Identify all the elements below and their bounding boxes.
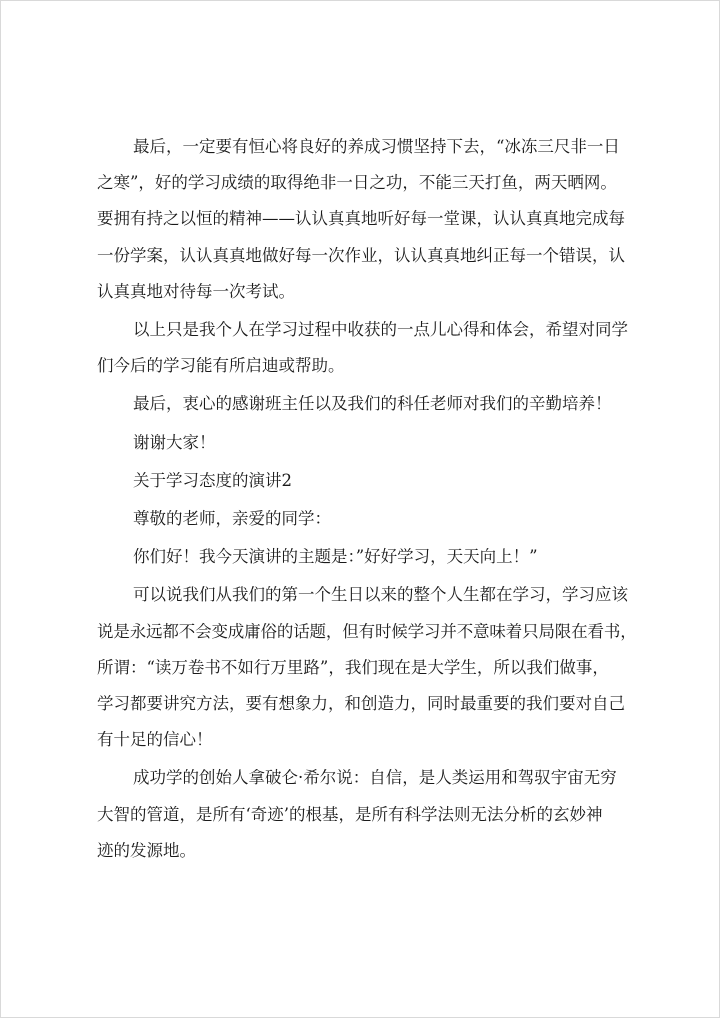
text-line: 之寒”，好的学习成绩的取得绝非一日之功，不能三天打鱼，两天晒网。: [97, 173, 617, 193]
text-line: 可以说我们从我们的第一个生日以来的整个人生都在学习，学习应该: [133, 585, 628, 605]
text-line: 一份学案，认认真真地做好每一次作业，认认真真地纠正每一个错误，认: [97, 245, 625, 265]
text-line: 最后，衷心的感谢班主任以及我们的科任老师对我们的辛勤培养！: [133, 394, 612, 414]
paragraph-perseverance: [97, 129, 637, 310]
paragraph-thank-you: [97, 425, 637, 461]
paragraph-learning: [97, 577, 637, 758]
text-line: 尊敬的老师，亲爱的同学：: [133, 509, 331, 529]
document-body: [97, 129, 637, 869]
paragraph-greeting: [97, 501, 637, 537]
text-line: 大智的管道，是所有‘奇迹’的根基，是所有科学法则无法分析的玄妙神: [97, 804, 603, 824]
text-line: 谢谢大家！: [133, 432, 216, 452]
paragraph-confidence: [97, 760, 637, 869]
text-line: 们今后的学习能有所启迪或帮助。: [97, 356, 345, 376]
text-line: 你们好！我今天演讲的主题是：”好好学习，天天向上！”: [133, 547, 538, 567]
text-line: 学习都要讲究方法，要有想象力，和创造力，同时最重要的我们要对自己: [97, 694, 625, 714]
text-line: 认真真地对待每一次考试。: [97, 281, 295, 301]
text-line: 最后，一定要有恒心将良好的养成习惯坚持下去，“冰冻三尺非一日: [133, 137, 620, 156]
text-line: 要拥有持之以恒的精神——认认真真地听好每一堂课，认认真真地完成每: [97, 209, 625, 229]
text-line: 有十足的信心！: [97, 730, 213, 750]
text-line: 迹的发源地。: [97, 840, 196, 860]
text-line: 说是永远都不会变成庸俗的话题，但有时候学习并不意味着只局限在看书，: [97, 621, 637, 641]
text-line: 以上只是我个人在学习过程中收获的一点儿心得和体会，希望对同学: [133, 320, 628, 340]
text-line: 所谓：“读万卷书不如行万里路”，我们现在是大学生，所以我们做事，: [97, 657, 609, 677]
text-line: 关于学习态度的演讲2: [133, 470, 292, 490]
paragraph-thanks-teachers: [97, 386, 637, 422]
text-line: 成功学的创始人拿破仑·希尔说：自信，是人类运用和驾驭宇宙无穷: [133, 768, 617, 788]
paragraph-experience: [97, 312, 637, 384]
paragraph-topic: [97, 539, 637, 575]
section-title: [97, 463, 637, 499]
